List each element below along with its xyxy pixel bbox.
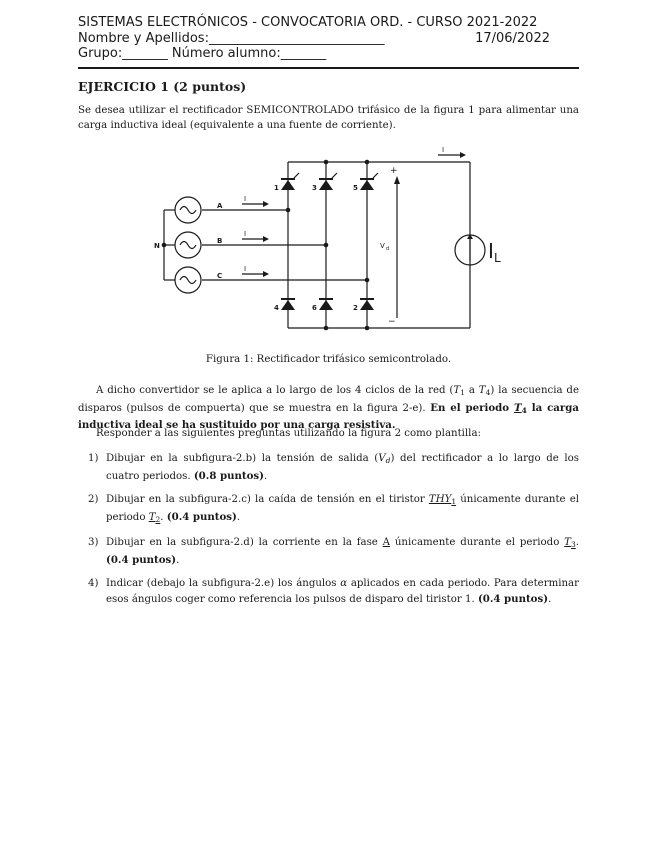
name-blank[interactable]: ___________________________ [208,31,385,46]
thyristor-3 [319,180,333,190]
diode-2 [360,300,374,310]
load-current-subscript: L [494,251,501,265]
vd-label: V [380,242,385,250]
phase-a-current-label: I [244,195,247,203]
course-header: SISTEMAS ELECTRÓNICOS - CONVOCATORIA ORD. - CURSO 2021-2022 [78,15,538,30]
phase-b-label: B [217,237,223,245]
diode-6 [319,300,333,310]
phase-c-label: C [217,272,223,280]
diode-label-4: 4 [274,304,279,312]
diode-label-2: 2 [353,304,358,312]
thyristor-label-1: 1 [274,184,279,192]
phase-b-current-label: I [244,230,247,238]
phase-c-current-label: I [244,265,247,273]
thyristor-label-5: 5 [353,184,358,192]
exam-date: 17/06/2022 [475,31,550,46]
circuit-figure [150,140,510,340]
thyristor-5 [360,180,374,190]
thyristor-label-3: 3 [312,184,317,192]
question-4: 4) Indicar (debajo la subfigura-2.e) los ángulos α aplicados en cada periodo. Para determinar esos ángulos coger como referencia los pulsos de disparo del tiristor 1. (0.4 puntos). [88,578,579,605]
name-label: Nombre y Apellidos: [78,31,209,46]
exercise-title: EJERCICIO 1 (2 puntos) [78,79,247,94]
exercise-paragraph-2: A dicho convertidor se le aplica a lo largo de los 4 ciclos de la red ($T_1$ a $T_4$) la secuencia de disparos (pulsos de compuerta) que se muestra en la figura 2-e). En el periodo $T_4$ la carga inductiva ideal se ha sustituido por una carga resistiva. [78,385,579,431]
vd-subscript: d [386,246,390,252]
minus-label: − [388,317,396,327]
header-divider [78,67,579,69]
question-3: 3) Dibujar en la subfigura-2.d) la corriente en la fase A únicamente durante el periodo $T_3$. (0.4 puntos). [88,537,579,566]
plus-label: + [390,166,398,176]
question-1: 1) Dibujar en la subfigura-2.b) la tensión de salida $(V_d)$ del rectificador a lo largo de los cuatro periodos. (0.8 puntos). [88,453,579,482]
group-blank[interactable]: _______ [122,46,168,61]
group-line [78,46,326,62]
student-number-label: Número alumno: [171,46,281,61]
figure-caption: Figura 1: Rectificador trifásico semicontrolado. [205,354,452,365]
output-current-label: I [442,146,445,154]
diode-label-6: 6 [312,304,317,312]
exercise-intro: Se desea utilizar el rectificador SEMICONTROLADO trifásico de la figura 1 para alimentar una carga inductiva ideal (equivalente a una fuente de corriente). [78,105,579,131]
group-label: Grupo: [78,46,123,61]
student-number-blank[interactable]: _______ [280,46,327,61]
phase-a-label: A [217,202,223,210]
diode-4 [281,300,295,310]
load-current-label: I [488,239,494,263]
neutral-label: N [154,242,160,250]
name-line [78,31,550,47]
thyristor-1 [281,180,295,190]
question-2: 2) Dibujar en la subfigura-2.c) la caída de tensión en el tiristor $THY_1$ únicamente durante el periodo $T_2$. (0.4 puntos). [88,494,579,524]
exercise-instructions: Responder a las siguientes preguntas utilizando la figura 2 como plantilla: [96,428,481,439]
question-list [78,452,579,616]
